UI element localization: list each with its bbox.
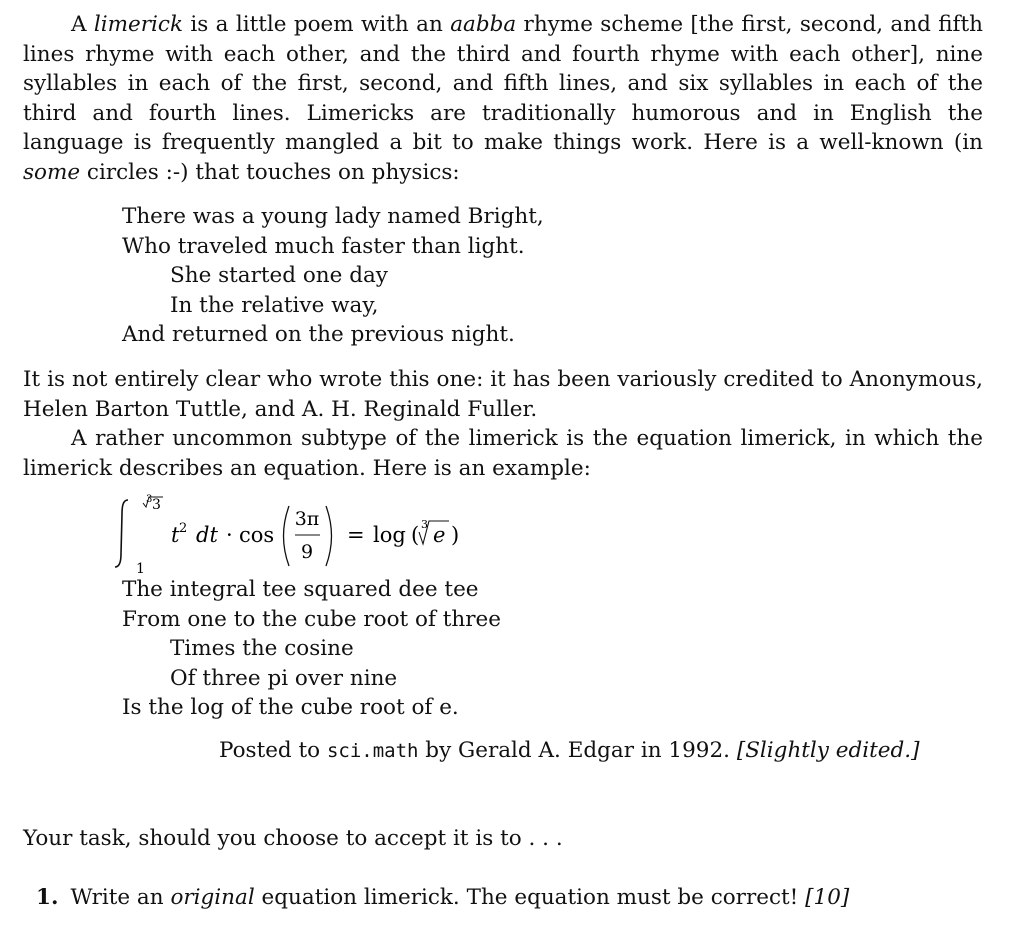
task-points: [10]	[805, 885, 850, 910]
poem-line: Who traveled much faster than light.	[122, 233, 525, 259]
poem-line: There was a young lady named Bright,	[122, 204, 544, 229]
integral-equation	[115, 492, 475, 574]
authorship-paragraph: It is not entirely clear who wrote this one: it has been variously credited to Anonymous, Helen Barton Tuttle, and A. H. Reginald Fuller.	[23, 367, 983, 422]
intro-paragraph	[23, 10, 983, 187]
rhyme-scheme-term: aabba	[450, 12, 517, 37]
lower-limit: 1	[136, 561, 145, 574]
poem-line: And returned on the previous night.	[122, 322, 515, 347]
dt: dt	[196, 523, 218, 547]
original-emphasis: original	[170, 885, 255, 910]
equation-limerick-paragraph: A rather uncommon subtype of the limerick is the equation limerick, in which the limerick describes an equation. Here is an example:	[23, 426, 983, 481]
fraction-denominator: 9	[300, 541, 314, 563]
root-index: 3	[421, 518, 428, 531]
log-open-paren: (	[411, 523, 420, 547]
poem-line: From one to the cube root of three	[122, 606, 501, 632]
equals-sign: =	[347, 523, 365, 547]
log-operator: log	[373, 523, 406, 547]
task-item-number: 1.	[36, 885, 59, 910]
fraction-numerator: 3π	[294, 508, 320, 530]
log-close-paren: )	[451, 523, 460, 547]
edit-note: [Slightly edited.]	[736, 738, 920, 763]
task-item	[36, 885, 849, 910]
newsgroup-name: sci.math	[326, 740, 419, 762]
poem-line: Times the cosine	[170, 636, 354, 661]
limerick-credit	[219, 738, 920, 763]
limerick-integral	[122, 575, 501, 723]
intro-text-b: is a little poem with an	[183, 12, 451, 37]
credit-text-a: Posted to	[219, 738, 327, 763]
poem-line: Of three pi over nine	[170, 665, 398, 691]
task-text-a: Write an	[70, 885, 171, 910]
integrand-t: t	[171, 523, 180, 547]
upper-limit-index: 3	[146, 494, 153, 505]
limerick-bright	[122, 202, 544, 350]
poem-line: The integral tee squared dee tee	[122, 577, 479, 602]
cos-operator: cos	[239, 523, 275, 547]
integral-sign	[115, 500, 128, 567]
poem-line: She started one day	[170, 263, 388, 288]
integrand-exponent: 2	[179, 521, 188, 536]
left-paren	[284, 506, 290, 566]
task-intro: Your task, should you choose to accept it is to . . .	[23, 826, 563, 851]
some-emphasis: some	[23, 159, 81, 185]
credit-text-b: by Gerald A. Edgar in 1992.	[418, 738, 737, 763]
limerick-term: limerick	[93, 12, 183, 37]
cdot: ·	[226, 523, 233, 547]
poem-line: In the relative way,	[170, 292, 379, 318]
upper-limit-radicand: 3	[152, 497, 161, 513]
root-radicand: e	[433, 523, 446, 547]
right-paren	[326, 506, 332, 566]
intro-text-d: circles :-) that touches on physics:	[80, 159, 460, 185]
intro-text-a: A	[71, 12, 94, 37]
intro-text-c: rhyme scheme [the first, second, and fifth lines rhyme with each other, and the third and fourth rhyme with each other], nine syllables in each of the first, second, and fifth lines, and six syllables in each of the third and fourth lines. Limericks are traditionally humorous and in English the language is frequently mangled a bit to make things work. Here is a well-known (in	[23, 12, 983, 155]
task-text-b: equation limerick. The equation must be correct!	[254, 885, 806, 910]
poem-line: Is the log of the cube root of e.	[122, 695, 459, 720]
